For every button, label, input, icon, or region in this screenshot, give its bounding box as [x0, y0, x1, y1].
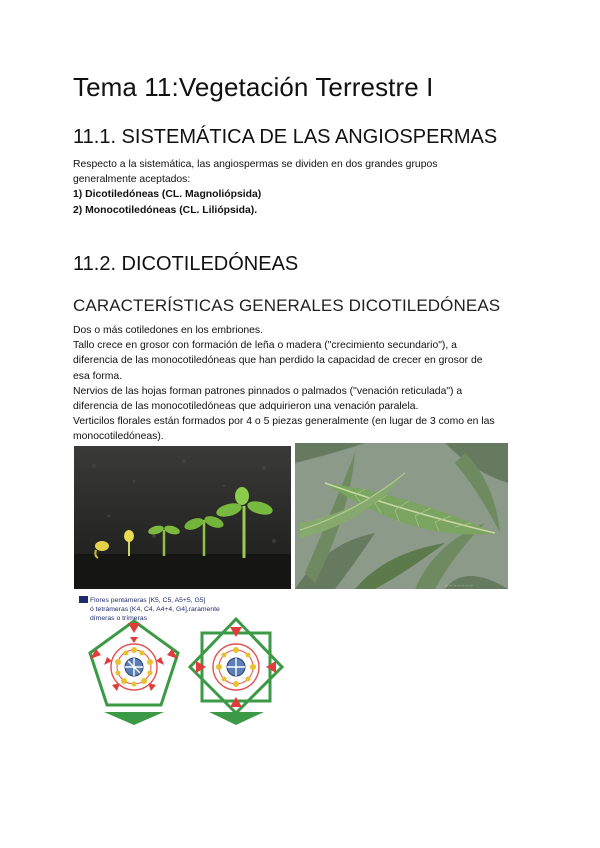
sistematica-paragraph	[73, 157, 533, 218]
seedling-growth-photo	[74, 446, 291, 589]
text-line: Respecto a la sistemática, las angiospermas se dividen en dos grandes grupos	[73, 159, 438, 170]
text-line: Dos o más cotiledones en los embriones.	[73, 325, 264, 336]
section-heading-dicotiledoneas: 11.2. DICOTILEDÓNEAS	[73, 253, 299, 275]
text-line: Verticilos florales están formados por 4 o 5 piezas generalmente (en lugar de 3 como en las	[73, 416, 495, 428]
text-line: diferencia de las monocotiledóneas que adquirieron una venación paralela.	[73, 401, 419, 413]
caracteristicas-paragraph	[73, 323, 533, 445]
leaf-venation-photo	[295, 443, 508, 589]
group-dicotiledoneas: 1) Dicotiledóneas (CL. Magnoliópsida)	[73, 189, 262, 201]
diagram-caption-line: Flores pentámeras [K5, C5, A5+5, G5]	[90, 597, 206, 604]
text-line: Nervios de las hojas forman patrones pinnados o palmados ("venación reticulada") a	[73, 385, 463, 397]
page-title: Tema 11:Vegetación Terrestre I	[73, 72, 434, 102]
diagram-caption-line: ó tetrámeras [K4, C4, A4+4, G4],raramente	[90, 606, 220, 613]
diagram-caption-line: dímeras o trímeras	[90, 615, 148, 622]
subheading-caracteristicas: CARACTERÍSTICAS GENERALES DICOTILEDÓNEAS	[73, 296, 501, 315]
text-line: generalmente aceptados:	[73, 174, 191, 186]
section-heading-sistematica: 11.1. SISTEMÁTICA DE LAS ANGIOSPERMAS	[73, 126, 498, 148]
text-line: Tallo crece en grosor con formación de leña o madera ("crecimiento secundario"), a	[73, 340, 457, 352]
floral-diagram	[74, 594, 285, 725]
text-line: esa forma.	[73, 370, 123, 382]
text-line: monocotiledóneas).	[73, 431, 164, 443]
text-line: diferencia de las monocotiledóneas que han perdido la capacidad de crecer en grosor de	[73, 355, 483, 367]
svg-text:_ _ _ _ _ _ _: _ _ _ _ _ _ _	[445, 581, 473, 587]
group-monocotiledoneas: 2) Monocotiledóneas (CL. Liliópsida).	[73, 204, 258, 216]
